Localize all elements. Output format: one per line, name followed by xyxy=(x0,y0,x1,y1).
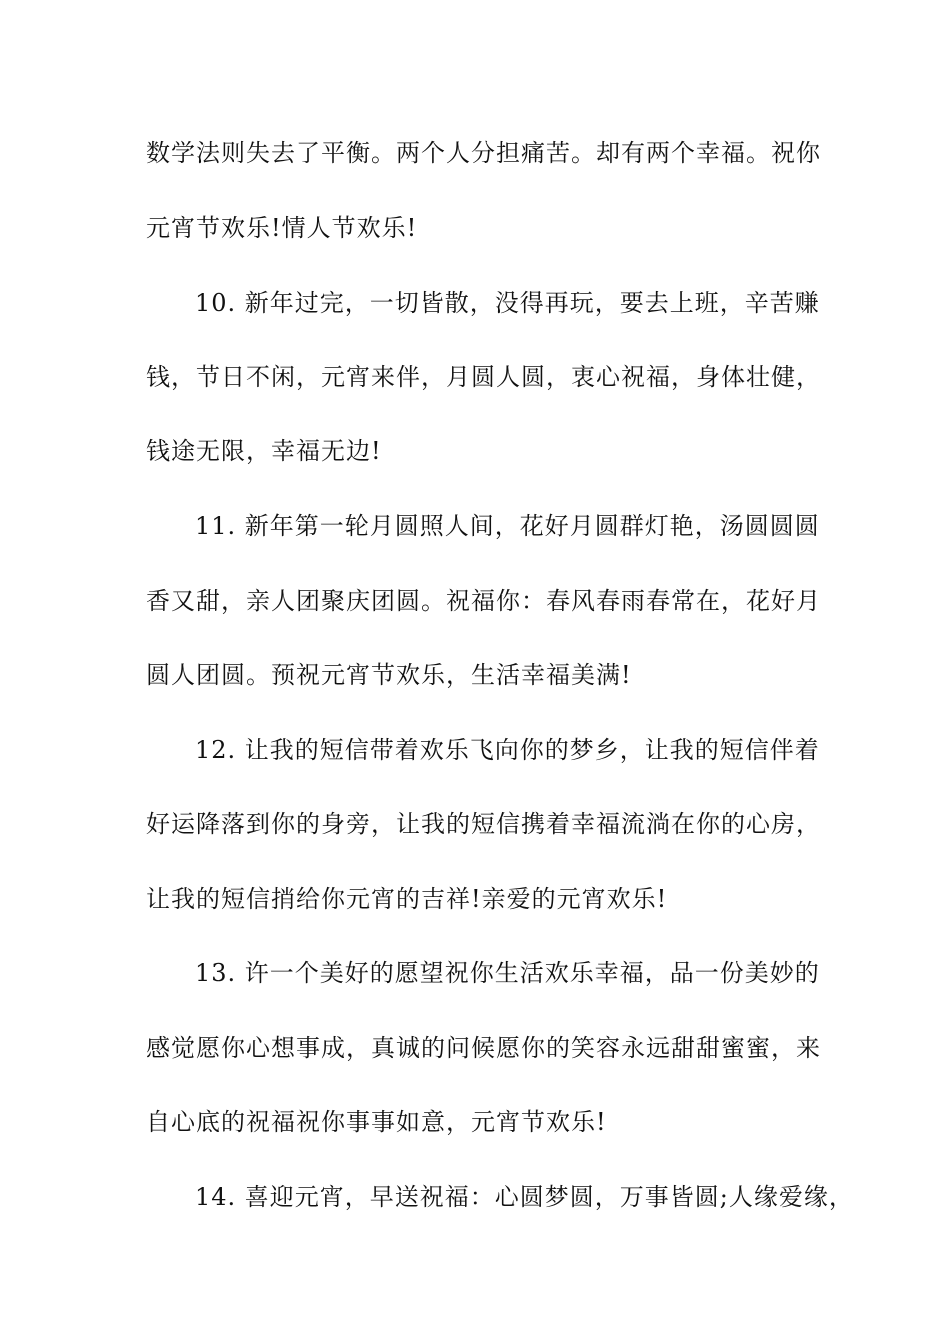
text-line: 感觉愿你心想事成，真诚的问候愿你的笑容永远甜甜蜜蜜，来 xyxy=(146,1034,821,1062)
text-line: 13. 许一个美好的愿望祝你生活欢乐幸福，品一份美妙的 xyxy=(195,959,820,987)
text-line: 好运降落到你的身旁，让我的短信携着幸福流淌在你的心房， xyxy=(146,810,821,838)
text-line: 让我的短信捎给你元宵的吉祥!亲爱的元宵欢乐! xyxy=(146,885,668,913)
text-line: 钱途无限，幸福无边! xyxy=(146,437,382,465)
text-line: 元宵节欢乐!情人节欢乐! xyxy=(146,214,418,242)
text-line: 香又甜，亲人团聚庆团圆。祝福你：春风春雨春常在，花好月 xyxy=(146,587,821,615)
text-line: 14. 喜迎元宵，早送祝福：心圆梦圆，万事皆圆;人缘爱缘， xyxy=(195,1183,854,1211)
text-line: 11. 新年第一轮月圆照人间，花好月圆群灯艳，汤圆圆圆 xyxy=(195,512,820,540)
text-line: 自心底的祝福祝你事事如意，元宵节欢乐! xyxy=(146,1108,607,1136)
text-line: 钱，节日不闲，元宵来伴，月圆人圆，衷心祝福，身体壮健， xyxy=(146,363,821,391)
text-line: 圆人团圆。预祝元宵节欢乐，生活幸福美满! xyxy=(146,661,632,689)
text-line: 12. 让我的短信带着欢乐飞向你的梦乡，让我的短信伴着 xyxy=(195,736,820,764)
text-line: 数学法则失去了平衡。两个人分担痛苦。却有两个幸福。祝你 xyxy=(146,139,821,167)
text-line: 10. 新年过完，一切皆散，没得再玩，要去上班，辛苦赚 xyxy=(195,289,820,317)
